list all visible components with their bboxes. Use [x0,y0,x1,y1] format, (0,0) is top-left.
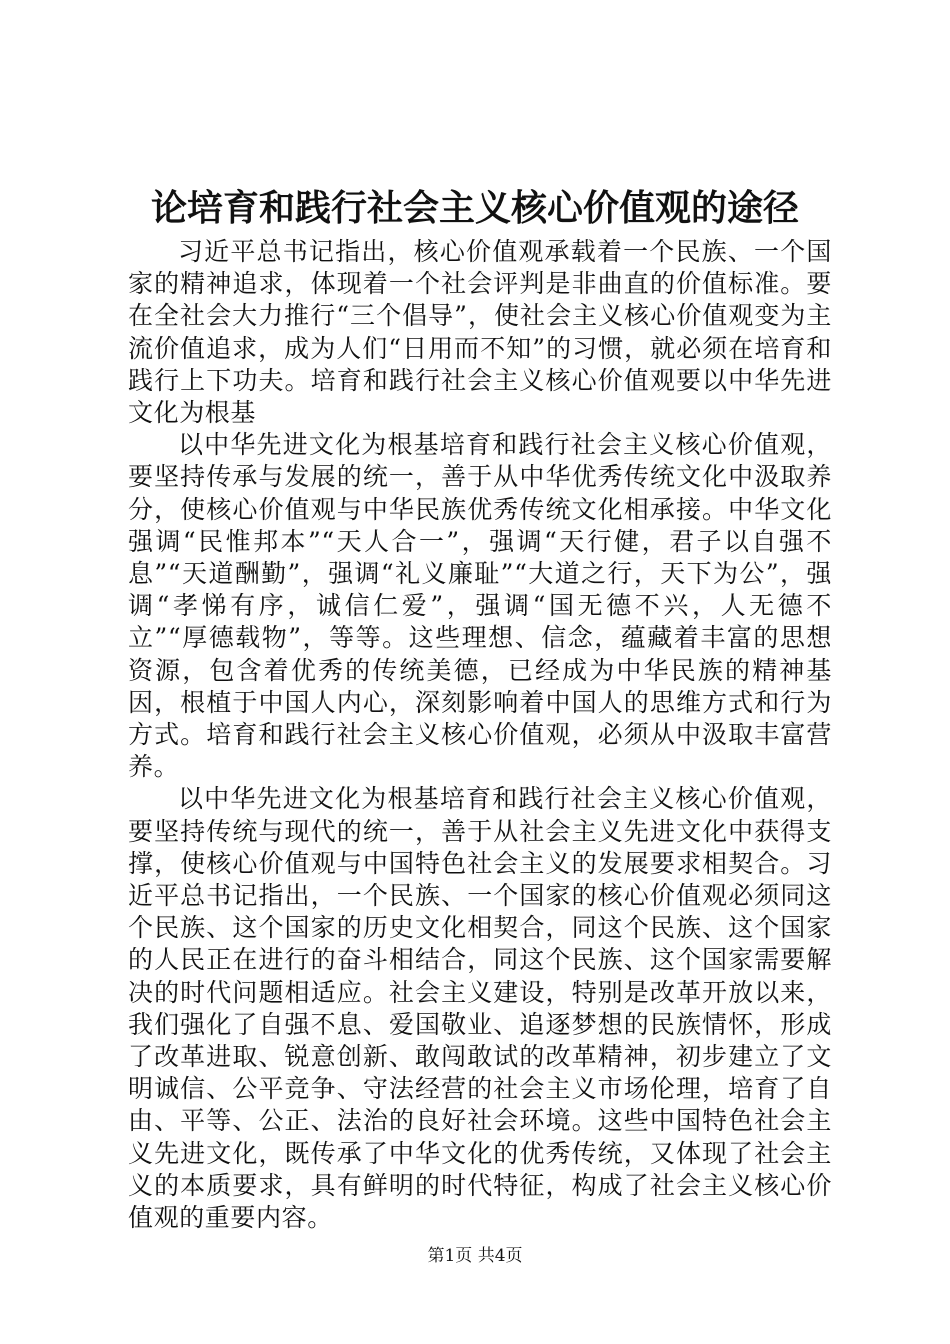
paragraph: 以中华先进文化为根基培育和践行社会主义核心价值观，要坚持传统与现代的统一，善于从社会主义先进文化中获得支撑，使核心价值观与中国特色社会主义的发展要求相契合。习近平总书记指出，一个民族、一个国家的核心价值观必须同这个民族、这个国家的历史文化相契合，同这个民族、这个国家的人民正在进行的奋斗相结合，同这个民族、这个国家需要解决的时代问题相适应。社会主义建设，特别是改革开放以来，我们强化了自强不息、爱国敬业、追逐梦想的民族情怀，形成了改革进取、锐意创新、敢闯敢试的改革精神，初步建立了文明诚信、公平竞争、守法经营的社会主义市场伦理，培育了自由、平等、公正、法治的良好社会环境。这些中国特色社会主义先进文化，既传承了中华文化的优秀传统，又体现了社会主义的本质要求，具有鲜明的时代特征，构成了社会主义核心价值观的重要内容。 [128,784,832,1233]
document-body [128,236,832,1234]
paragraph: 习近平总书记指出，核心价值观承载着一个民族、一个国家的精神追求，体现着一个社会评判是非曲直的价值标准。要在全社会大力推行“三个倡导”，使社会主义核心价值观变为主流价值追求，成为人们“日用而不知”的习惯，就必须在培育和践行上下功夫。培育和践行社会主义核心价值观要以中华先进文化为根基 [128,237,832,428]
paragraph: 以中华先进文化为根基培育和践行社会主义核心价值观，要坚持传承与发展的统一，善于从中华优秀传统文化中汲取养分，使核心价值观与中华民族优秀传统文化相承接。中华文化强调“民惟邦本”“天人合一”，强调“天行健，君子以自强不息”“天道酬勤”，强调“礼义廉耻”“大道之行，天下为公”，强调“孝悌有序，诚信仁爱”，强调“国无德不兴，人无德不立”“厚德载物”，等等。这些理想、信念，蕴藏着丰富的思想资源，包含着优秀的传统美德，已经成为中华民族的精神基因，根植于中国人内心，深刻影响着中国人的思维方式和行为方式。培育和践行社会主义核心价值观，必须从中汲取丰富营养。 [128,430,832,782]
document-title: 论培育和践行社会主义核心价值观的途径 [150,188,799,229]
page-footer: 第1页 共4页 [427,1246,523,1266]
